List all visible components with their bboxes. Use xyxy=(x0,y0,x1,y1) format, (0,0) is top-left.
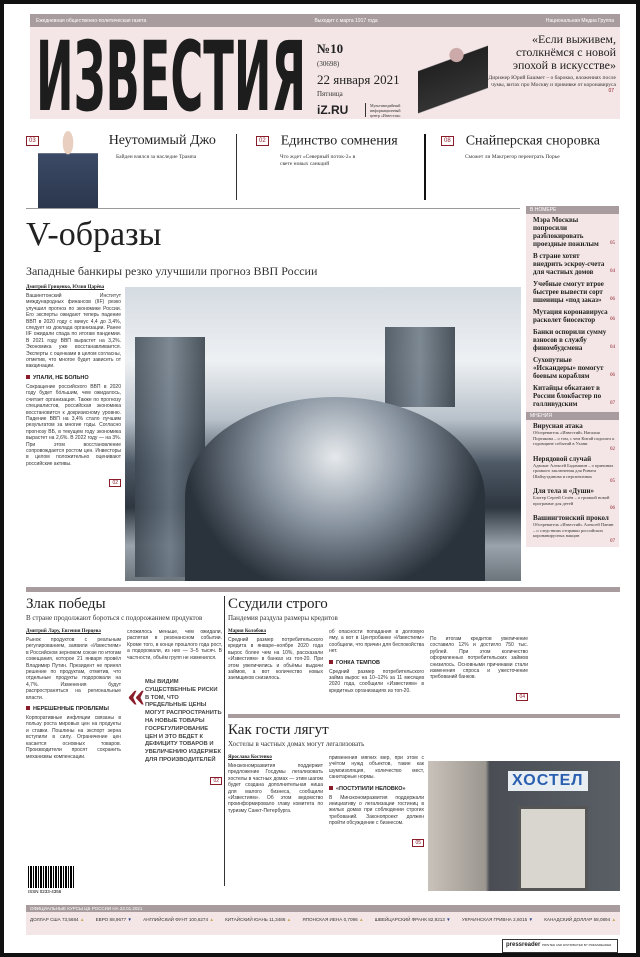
currency-name: КАНАДСКИЙ ДОЛЛАР xyxy=(544,917,593,922)
currency-bar xyxy=(26,905,620,935)
article-title[interactable]: Ссудили строго xyxy=(228,596,328,612)
topbar-center: Выходит с марта 1917 года xyxy=(314,17,378,24)
page-ref: 05 xyxy=(610,479,615,484)
weekday: Пятница xyxy=(317,90,343,98)
sidebar-head-opinions: МНЕНИЯ xyxy=(526,412,619,420)
subhead: УПАЛИ, НЕ БОЛЬНО xyxy=(26,375,121,381)
opinion-title: Для тела и «Души» xyxy=(533,487,595,495)
opinion-item[interactable] xyxy=(526,512,619,545)
site-note: Мультимедийный информационный центр «Известия» xyxy=(365,103,405,117)
byline: Ярослава Костенко xyxy=(228,755,272,760)
article-zlak xyxy=(26,596,222,787)
continue-page[interactable]: 04 xyxy=(516,693,528,701)
opinion-title: Нерядовой случай xyxy=(533,454,592,463)
pressreader-note: PRINTED AND DISTRIBUTED BY PRESSREADER xyxy=(542,943,612,947)
currency-value: 73,5684 xyxy=(61,917,79,922)
currency-value: 82,9213 xyxy=(428,917,445,922)
teaser-title: Единство сомнения xyxy=(280,133,398,149)
sidebar-item[interactable] xyxy=(526,214,619,250)
teaser-sub: Сможет ли Макгрегор переиграть Порье xyxy=(465,154,560,160)
page-ref: 06 xyxy=(610,297,615,302)
currency-rate xyxy=(96,917,132,922)
trend-arrow-icon: ▲ xyxy=(611,917,616,922)
teaser-3[interactable] xyxy=(441,132,600,202)
subhead: НЕРЕШЕННЫЕ ПРОБЛЕМЫ xyxy=(26,706,121,712)
opinion-desc: Адвокат Алексей Бадамшин – о причинах громкого заключения для Рината Шайхутдинова и перспективах xyxy=(533,462,614,479)
trend-arrow-icon: ▼ xyxy=(127,917,132,922)
sidebar-item-title: Мутация коронавируса расколет биосектор xyxy=(533,308,608,324)
subhead: ГОНКА ТЕМПОВ xyxy=(329,660,424,666)
opinion-title: Вашингтонский прокол xyxy=(533,514,609,522)
byline: Дмитрий Лару, Евгения Перцева xyxy=(26,629,101,634)
sidebar-item-title: Банки оспорили сумму взносов в службу финомбудсмена xyxy=(533,328,607,352)
currency-rate xyxy=(302,917,363,922)
sidebar-item-title: Учебные смогут втрое быстрее вывести сорт пшеницы «под заказ» xyxy=(533,280,604,304)
sidebar-item-title: В стране хотят внедрить эскроу-счета для частных домов xyxy=(533,252,605,276)
currency-rate xyxy=(30,917,84,922)
logo-text: ИЗВЕСТИЯ xyxy=(36,30,306,116)
article-body: Минэкономразвития поддержит предложение Госдумы легализовать хостелы в частных домах — этим шагом будет создана дополнительная ниша для малого бизнеса, сообщили «Известиям». Об этом ведомство проинформировало главу комитета по туризму Санкт-Петербурга. xyxy=(228,763,323,814)
divider xyxy=(424,134,426,200)
article-body: В Минэкономразвития поддержали инициативу о легализации гостиниц в жилых домах при соблюдении строгих требований. Законопроект должен пройти обсуждение с бизнесом. xyxy=(329,794,424,827)
moscow-city-photo xyxy=(125,287,521,581)
teaser-2[interactable] xyxy=(256,132,422,202)
masthead-quote-box[interactable] xyxy=(488,33,616,95)
currency-rate xyxy=(225,917,291,922)
pressreader-badge[interactable] xyxy=(502,939,618,953)
sidebar-contents xyxy=(526,206,619,547)
page-ref: 07 xyxy=(610,538,615,544)
opinion-item[interactable] xyxy=(526,420,619,453)
sidebar-item[interactable] xyxy=(526,306,619,326)
article-gosti xyxy=(228,722,426,849)
page-ref: 06 xyxy=(610,506,615,511)
sidebar-head: В НОМЕРЕ xyxy=(526,206,619,214)
currency-name: ШВЕЙЦАРСКИЙ ФРАНК xyxy=(374,917,427,922)
page-ref: 04 xyxy=(610,345,615,350)
hostel-photo xyxy=(428,761,620,891)
divider xyxy=(228,714,620,718)
sidebar-item-title: Сухопутные «Искандеры» помогут боевым кораблям xyxy=(533,356,604,380)
currency-name: ЕВРО xyxy=(95,917,109,922)
ssudili-col3 xyxy=(430,636,528,703)
hostel-sign: ХОСТЕЛ xyxy=(508,771,588,791)
byline: Дмитрий Гриценко, Юлия Царёва xyxy=(26,285,105,290)
divider xyxy=(26,208,520,209)
sidebar-item[interactable] xyxy=(526,278,619,306)
currency-value: 88,9677 xyxy=(109,917,127,922)
issue-total: (30698) xyxy=(317,60,340,68)
issn: ISSN 0233-4356 xyxy=(28,889,62,894)
site-logo[interactable]: iZ.RU xyxy=(317,103,349,117)
page-ref: 06 xyxy=(610,317,615,322)
currency-value: 58,0894 xyxy=(593,917,611,922)
trend-arrow-icon: ▲ xyxy=(209,917,214,922)
trend-arrow-icon: ▲ xyxy=(286,917,292,922)
page-ref: 06 xyxy=(610,373,615,378)
lead-subtitle: Западные банкиры резко улучшили прогноз ВВП России xyxy=(26,264,318,278)
opinion-item[interactable] xyxy=(526,485,619,512)
lead-body: Вашингтонский Институт международных финансов (IIF) резко улучшил прогноз по экономике России. Его эксперты ожидают теперь падение ВВП в 2020 году с минус 4,4 до 3,4%, следует из доклада организации. Ранее IIF ожидали спада по итогам пандемии. В 2021 году ВВП вырастет на 3,2%. Экономика уже восстанавливается. Эксперты с оценками в целом согласны, отметив, что многое будет зависеть от вакцинации. xyxy=(26,293,121,370)
subhead: «ПОСТУПИЛИ НЕЛОВКО» xyxy=(329,786,424,792)
page-ref: 04 xyxy=(610,269,615,274)
currency-name: КИТАЙСКИЙ ЮАНЬ xyxy=(225,917,268,922)
divider xyxy=(224,596,225,886)
lead-body-2: Сокращение российского ВВП в 2020 году будет бóльшим, чем ожидалось, считает организация. Также по прогнозу специалистов, российская экономика восстановится к докризисному уровню. Падение ВВП на 3,4% стало лучшим результатом за многие годы. Согласно прогнозу ВБ, в текущем году экономика вырастет на 2,6%. В 2022 году — на 3%. При этом восстановление сопровождается ростом цен. Инвесторы в целом положительно оценивают российские активы. xyxy=(26,383,121,467)
sidebar-item[interactable] xyxy=(526,382,619,410)
article-body: Средний размер потребительского кредита в январе–ноябре 2020 года вырос более чем на 10%, рассказали «Известиям» в банках из топ-20. При этом увеличились и объёмы выдачи займов, а вот количество новых заемщиков снизилось. xyxy=(228,637,323,682)
opinion-desc: Обозреватель «Известий» Алексей Панин – о следствиях отправки российских коронавирусных вакцин xyxy=(533,522,614,538)
currency-name: АНГЛИЙСКИЙ ФУНТ xyxy=(143,917,188,922)
currency-rate xyxy=(143,917,214,922)
currency-value: 11,3486 xyxy=(269,917,286,922)
currency-rate xyxy=(375,917,451,922)
article-body: Рынок продуктов с реальным регулированием, заявили «Известиям» в Российском зерновом союзе по итогам совещания, которое 21 января провёл Владимир Путин. Президент не принял решение по продуктам, отметив, что отдельные продукты подорожали на 4,7%. Изменения будут распространяться на региональные власти. xyxy=(26,637,121,701)
page-ref[interactable]: 07 xyxy=(608,88,614,94)
currency-value: 2,6015 xyxy=(513,917,528,922)
continue-page[interactable]: 02 xyxy=(109,479,121,487)
currency-rate xyxy=(462,917,533,922)
sidebar-item[interactable] xyxy=(526,250,619,278)
sidebar-item[interactable] xyxy=(526,326,619,354)
opinion-item[interactable] xyxy=(526,453,619,486)
trend-arrow-icon: ▼ xyxy=(528,917,534,922)
sidebar-item-title: Мэра Москвы попросили разблокировать проездные пожилым xyxy=(533,216,599,248)
masthead-quote-sub xyxy=(488,75,616,95)
page-ref: 02 xyxy=(256,136,269,146)
currency-name: ДОЛЛАР США xyxy=(30,917,61,922)
teaser-1[interactable] xyxy=(26,132,216,202)
pull-quote: МЫ ВИДИМ СУЩЕСТВЕННЫЕ РИСКИ В ТОМ, ЧТО ПРЕДЕЛЬНЫЕ ЦЕНЫ МОГУТ РАСПРОСТРАНИТЬ НА НОВЫЕ ТОВАРЫ ГОСРЕГУЛИРОВАНИЕ ЦЕН И ЭТО ВЕДЕТ К ДЕФИЦИТУ ТОВАРОВ И УВЕЛИЧЕНИЮ ИЗДЕРЖЕК ДЛЯ ПРОИЗВОДИТЕЛЕЙ xyxy=(145,679,222,763)
article-subtitle: В стране продолжают бороться с подорожанием продуктов xyxy=(26,614,203,622)
newspaper-page xyxy=(4,4,636,953)
issue-number: №10 xyxy=(317,41,344,56)
article-title[interactable]: Как гости лягут xyxy=(228,722,329,738)
currency-value: 100,6274 xyxy=(188,917,209,922)
topbar-right: Национальная Медиа Группа xyxy=(545,17,614,24)
masthead xyxy=(30,27,620,119)
page-ref: 07 xyxy=(610,401,615,406)
opinion-title: Вирусная атака xyxy=(533,422,583,430)
teaser-sub: Что ждет «Северный поток-2» в свете новых санкций xyxy=(280,154,356,167)
divider xyxy=(236,134,237,200)
article-body: сложилось меньше, чем ожидали, распятая в резонансном событии. Кроме того, в конце прошлого года рост, а подорожали, из них — 3–5 тысяч. В частности, объём групп не изменился. xyxy=(127,629,222,661)
currency-rate xyxy=(544,917,616,922)
lead-headline[interactable]: V-образы xyxy=(26,216,162,253)
page-ref: 02 xyxy=(610,446,615,452)
trend-arrow-icon: ▼ xyxy=(446,917,451,922)
masthead-quote: «Если выживем, столкнёмся с новой эпохой в искусстве» xyxy=(512,32,616,72)
currency-head: ОФИЦИАЛЬНЫЕ КУРСЫ ЦБ РОССИИ НА 22.01.2021 xyxy=(26,905,620,912)
issue-date: 22 января 2021 xyxy=(317,72,400,87)
teaser-sub: Байден взялся за наследие Трампа xyxy=(116,154,197,160)
trend-arrow-icon: ▲ xyxy=(79,917,85,922)
teaser-title: Снайперская сноровка xyxy=(465,133,601,149)
continue-page[interactable]: 05 xyxy=(412,839,424,847)
article-body: Корпоративные инфляции связаны в пользу роста мировых цен на продукты и ставки. Пошлины на экспорт зерна вступили в силу. Ограничение цен касается основных товаров. Производители просят сохранить механизмы компенсации. xyxy=(26,715,121,760)
newspaper-logo[interactable] xyxy=(36,30,308,116)
currency-value: 0,7096 xyxy=(343,917,358,922)
opinion-desc: Обозреватель «Известий» Наталия Портякова – о том, с чем Китай подошел к годовщине событий в Ухани xyxy=(533,430,615,446)
quote-mark-icon: « xyxy=(127,674,145,715)
article-subtitle: Хостелы в частных домах могут легализовать xyxy=(228,740,365,748)
article-subtitle: Пандемия раздула размеры кредитов xyxy=(228,614,338,622)
article-body: По итогам кредитов увеличение составило 12% и достигло 750 тыс. рублей. При этом количество оформленных потребительских займов снизилось. Основными причинами стали изменения спроса и ужесточение требований банков. xyxy=(430,636,528,681)
page-ref: 05 xyxy=(610,241,615,246)
violinist-photo xyxy=(418,39,488,119)
sidebar-item[interactable] xyxy=(526,354,619,382)
section-divider xyxy=(26,587,620,592)
currency-name: УКРАИНСКАЯ ГРИВНА xyxy=(461,917,512,922)
barcode xyxy=(28,866,74,888)
topbar-left: Ежедневная общественно-политическая газета xyxy=(36,17,147,24)
page-ref: 03 xyxy=(26,136,39,146)
article-body: применения мягких мер, при этом с учётом нужд объектов, такие как шумоизоляция, количество мест, санитарные нормы. xyxy=(329,755,424,781)
continue-page[interactable]: 02 xyxy=(210,777,222,785)
article-title[interactable]: Злак победы xyxy=(26,596,106,612)
sidebar-item-title: Китайцы обкатают в России блокбастер по голливудским xyxy=(533,384,602,408)
teaser-title: Неутомимый Джо xyxy=(108,133,216,149)
trend-arrow-icon: ▲ xyxy=(358,917,364,922)
pressreader-logo: pressreader xyxy=(506,942,541,948)
currency-name: ЯПОНСКАЯ ИЕНА xyxy=(302,917,343,922)
opinion-desc: Блогер Сергей Селёв – о громкой новой программе для детей xyxy=(533,495,610,506)
page-ref: 08 xyxy=(441,136,454,146)
quote-sub-text: Дирижер Юрий Башмет – о барокко, вложениях после чумы, витах про Москву и прививке от коронавируса xyxy=(488,75,616,88)
byline: Мария Колобова xyxy=(228,629,266,634)
lead-text-column xyxy=(26,285,121,489)
article-body: Средний размер потребительского займа вырос на 10–12% за 11 месяцев 2020 года, сообщили «Известиям» в кредитных организациях из топ-20. xyxy=(329,668,424,694)
top-info-bar xyxy=(30,14,620,27)
article-body: об опасности попадания в долговую яму, а вот в Центробанке «Известиям» сообщили, что причин для беспокойства нет. xyxy=(329,629,424,655)
